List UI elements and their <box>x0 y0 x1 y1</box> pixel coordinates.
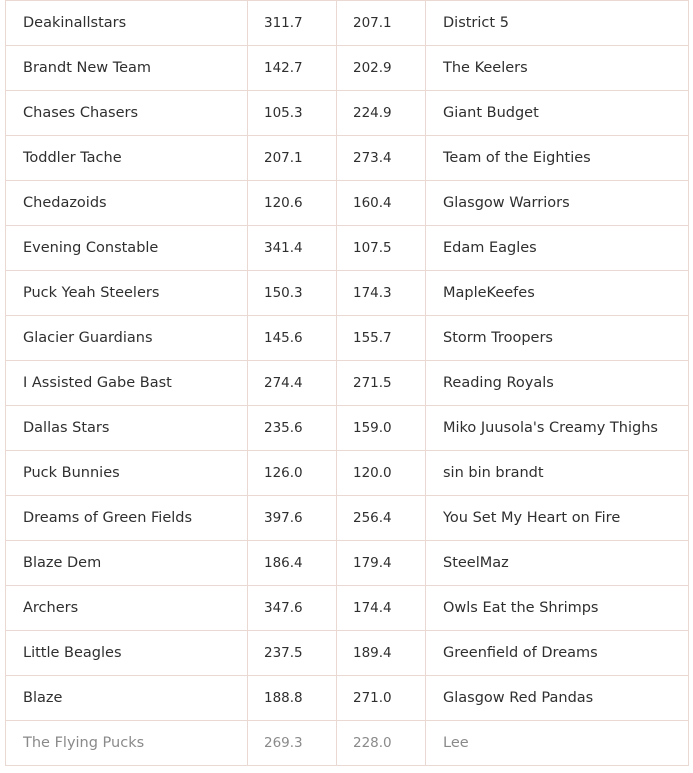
score-b-cell: 174.3 <box>337 271 426 316</box>
table-row <box>6 1 689 46</box>
team-b-cell: The Keelers <box>426 46 689 91</box>
team-a-cell: Chases Chasers <box>6 91 248 136</box>
score-a-cell: 126.0 <box>248 451 337 496</box>
score-a-cell: 120.6 <box>248 181 337 226</box>
score-b-cell: 189.4 <box>337 631 426 676</box>
team-a-cell: Dallas Stars <box>6 406 248 451</box>
score-a-cell: 397.6 <box>248 496 337 541</box>
table-row <box>6 406 689 451</box>
team-b-cell: Storm Troopers <box>426 316 689 361</box>
table-row <box>6 721 689 766</box>
table-row <box>6 586 689 631</box>
team-b-cell: Lee <box>426 721 689 766</box>
team-a-cell: Blaze Dem <box>6 541 248 586</box>
team-b-cell: sin bin brandt <box>426 451 689 496</box>
team-b-cell: Greenfield of Dreams <box>426 631 689 676</box>
table-row <box>6 91 689 136</box>
score-b-cell: 273.4 <box>337 136 426 181</box>
team-b-cell: Miko Juusola's Creamy Thighs <box>426 406 689 451</box>
score-b-cell: 159.0 <box>337 406 426 451</box>
team-b-cell: Glasgow Warriors <box>426 181 689 226</box>
score-a-cell: 142.7 <box>248 46 337 91</box>
team-a-cell: Dreams of Green Fields <box>6 496 248 541</box>
team-a-cell: Little Beagles <box>6 631 248 676</box>
score-a-cell: 341.4 <box>248 226 337 271</box>
team-a-cell: Puck Yeah Steelers <box>6 271 248 316</box>
score-b-cell: 228.0 <box>337 721 426 766</box>
team-b-cell: Team of the Eighties <box>426 136 689 181</box>
team-a-cell: Puck Bunnies <box>6 451 248 496</box>
team-b-cell: Giant Budget <box>426 91 689 136</box>
table-row <box>6 496 689 541</box>
team-b-cell: MapleKeefes <box>426 271 689 316</box>
score-b-cell: 174.4 <box>337 586 426 631</box>
table-row <box>6 46 689 91</box>
team-b-cell: You Set My Heart on Fire <box>426 496 689 541</box>
team-a-cell: Blaze <box>6 676 248 721</box>
score-a-cell: 274.4 <box>248 361 337 406</box>
table-row <box>6 271 689 316</box>
score-b-cell: 224.9 <box>337 91 426 136</box>
score-b-cell: 155.7 <box>337 316 426 361</box>
table-row <box>6 361 689 406</box>
team-a-cell: Toddler Tache <box>6 136 248 181</box>
score-a-cell: 235.6 <box>248 406 337 451</box>
table-row <box>6 316 689 361</box>
team-a-cell: Archers <box>6 586 248 631</box>
score-b-cell: 120.0 <box>337 451 426 496</box>
score-a-cell: 347.6 <box>248 586 337 631</box>
team-b-cell: Edam Eagles <box>426 226 689 271</box>
team-a-cell: The Flying Pucks <box>6 721 248 766</box>
team-a-cell: Deakinallstars <box>6 1 248 46</box>
team-a-cell: Brandt New Team <box>6 46 248 91</box>
score-b-cell: 160.4 <box>337 181 426 226</box>
team-a-cell: I Assisted Gabe Bast <box>6 361 248 406</box>
score-a-cell: 269.3 <box>248 721 337 766</box>
table-row <box>6 136 689 181</box>
team-a-cell: Chedazoids <box>6 181 248 226</box>
score-a-cell: 105.3 <box>248 91 337 136</box>
score-b-cell: 179.4 <box>337 541 426 586</box>
score-b-cell: 271.5 <box>337 361 426 406</box>
score-a-cell: 207.1 <box>248 136 337 181</box>
team-a-cell: Glacier Guardians <box>6 316 248 361</box>
score-a-cell: 186.4 <box>248 541 337 586</box>
score-a-cell: 145.6 <box>248 316 337 361</box>
team-b-cell: SteelMaz <box>426 541 689 586</box>
table-row <box>6 226 689 271</box>
table-row <box>6 181 689 226</box>
table-row <box>6 631 689 676</box>
score-b-cell: 202.9 <box>337 46 426 91</box>
score-b-cell: 271.0 <box>337 676 426 721</box>
table-row <box>6 451 689 496</box>
score-b-cell: 107.5 <box>337 226 426 271</box>
team-a-cell: Evening Constable <box>6 226 248 271</box>
score-b-cell: 256.4 <box>337 496 426 541</box>
team-b-cell: Reading Royals <box>426 361 689 406</box>
score-a-cell: 150.3 <box>248 271 337 316</box>
table-row <box>6 676 689 721</box>
team-b-cell: District 5 <box>426 1 689 46</box>
score-a-cell: 311.7 <box>248 1 337 46</box>
team-b-cell: Glasgow Red Pandas <box>426 676 689 721</box>
table-row <box>6 541 689 586</box>
matchup-table <box>5 0 689 766</box>
score-a-cell: 237.5 <box>248 631 337 676</box>
score-a-cell: 188.8 <box>248 676 337 721</box>
score-b-cell: 207.1 <box>337 1 426 46</box>
matchup-table-container <box>5 0 688 766</box>
team-b-cell: Owls Eat the Shrimps <box>426 586 689 631</box>
